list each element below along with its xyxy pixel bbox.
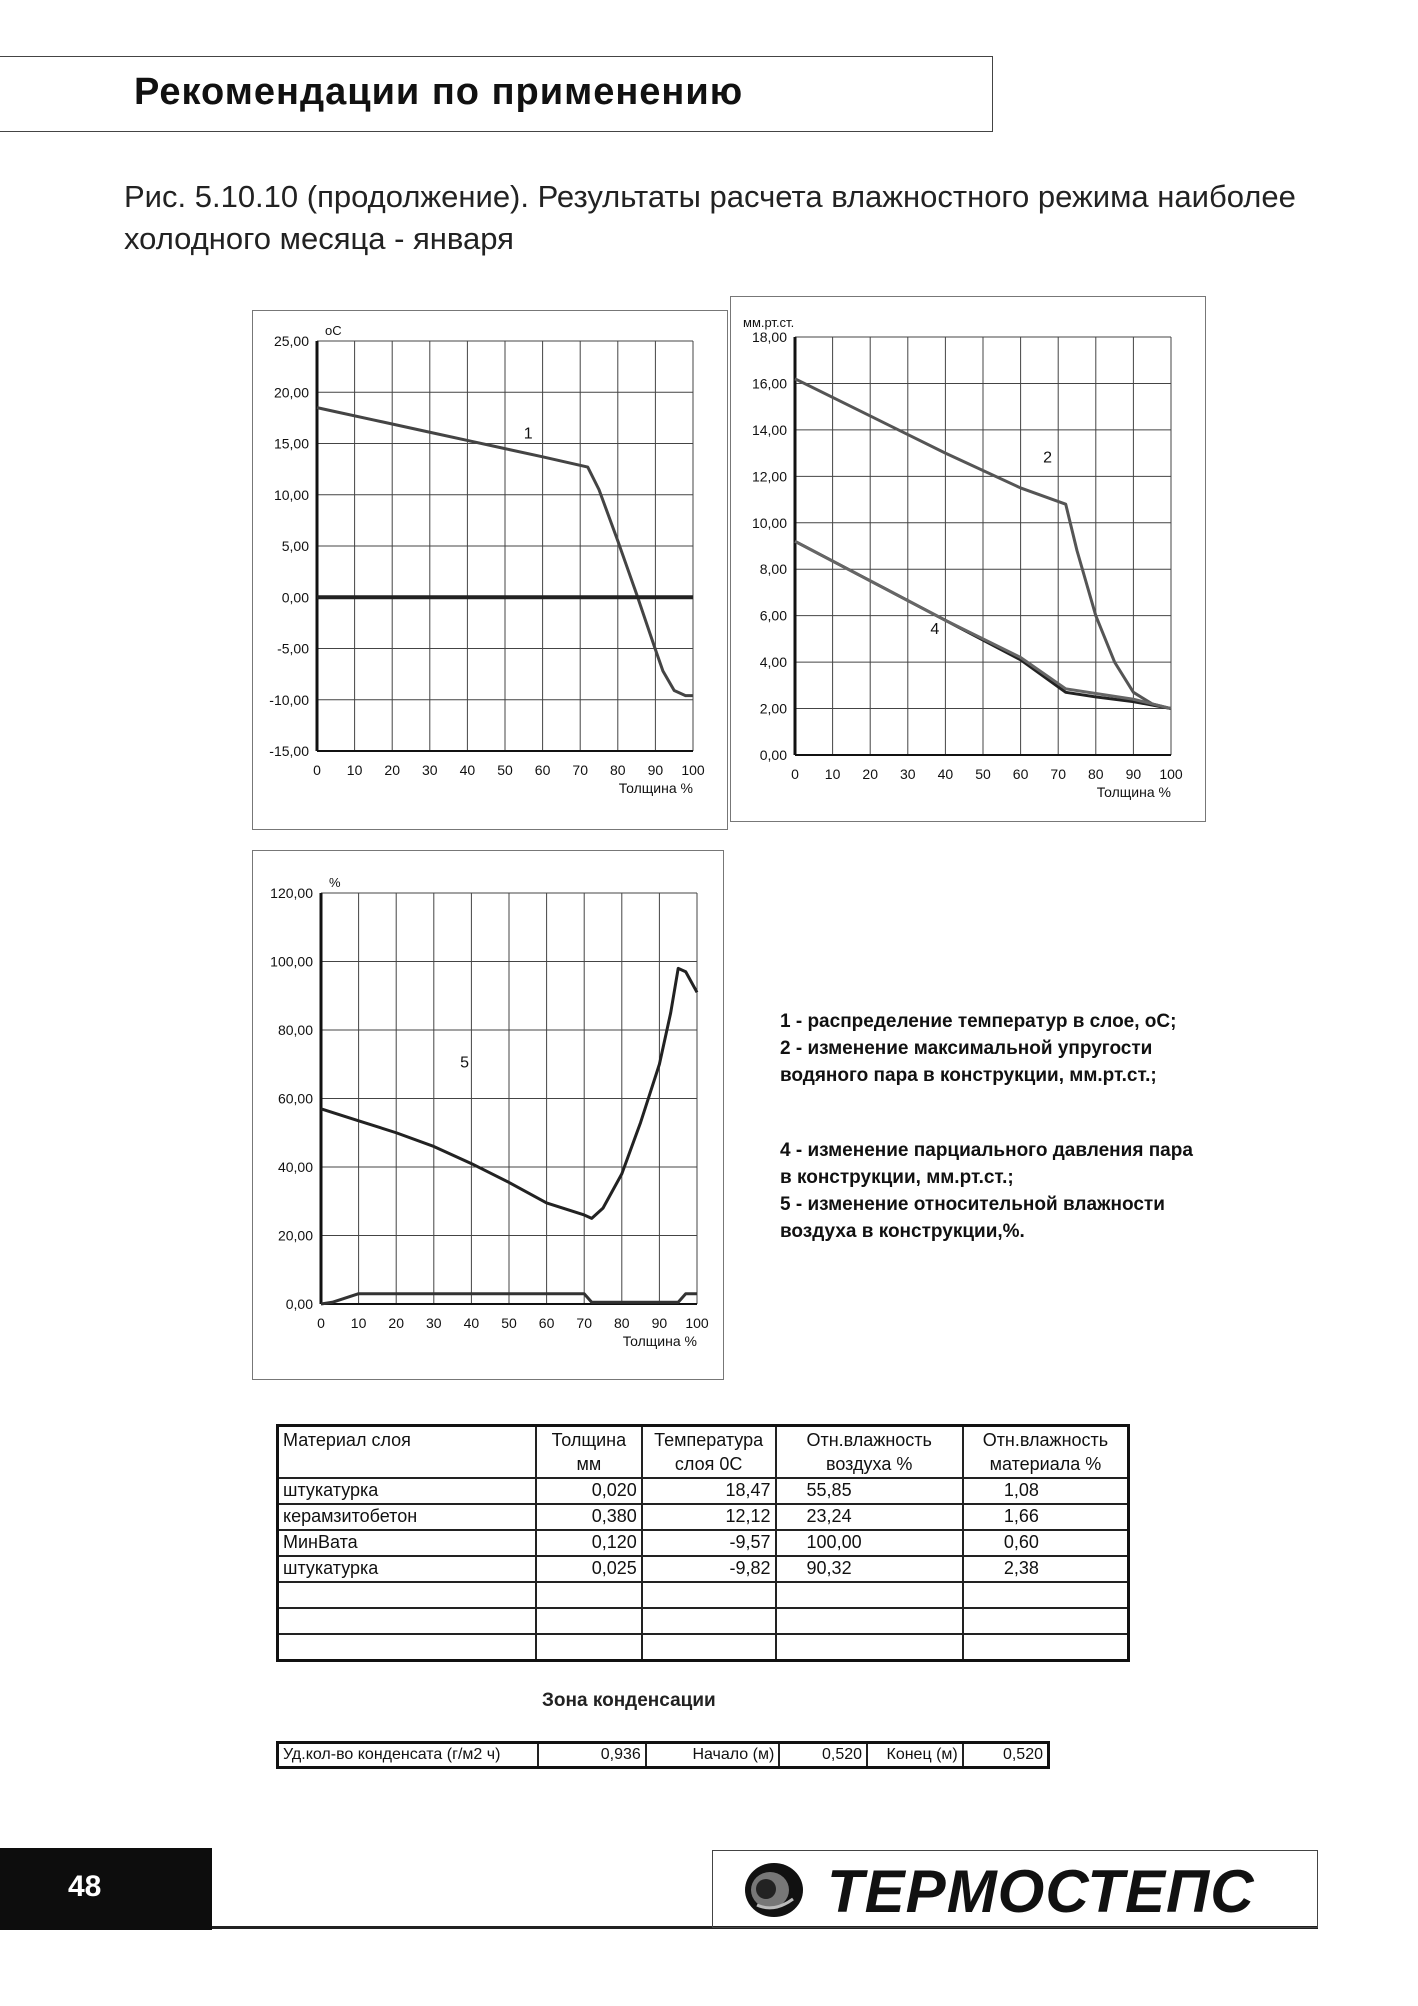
x-tick-label: 10 [346, 762, 363, 778]
y-tick-label: 5,00 [281, 538, 309, 554]
curve-annotation: 5 [460, 1054, 470, 1072]
y-tick-label: 10,00 [751, 514, 787, 531]
page-title: Рекомендации по применению [134, 71, 744, 113]
x-tick-label: 100 [681, 762, 705, 778]
y-tick-label: 0,00 [759, 747, 787, 763]
y-tick-label: 12,00 [751, 468, 787, 485]
legend-line-6: 5 - изменение относительной влажности [780, 1194, 1165, 1215]
x-tick-label: 90 [647, 762, 664, 778]
y-axis-unit-label: оС [325, 323, 342, 338]
cell-material-humidity: 0,60 [963, 1530, 1129, 1556]
y-tick-label: 0,00 [281, 589, 309, 606]
x-tick-label: 40 [463, 1315, 480, 1331]
x-tick-label: 100 [685, 1315, 709, 1331]
table-header-row [278, 1426, 1129, 1479]
header-temperature: Температура слоя 0С [642, 1426, 776, 1479]
table-row-empty [278, 1582, 1129, 1608]
condensation-end-label: Конец (м) [867, 1743, 963, 1768]
y-tick-label: 4,00 [759, 654, 787, 671]
header-box [0, 56, 993, 132]
y-tick-label: 25,00 [273, 333, 309, 349]
legend-line-7: воздуха в конструкции,%. [780, 1221, 1025, 1242]
brand-logo-icon [743, 1861, 805, 1919]
x-tick-label: 0 [791, 766, 799, 782]
y-tick-label: 60,00 [277, 1090, 313, 1107]
y-tick-label: 18,00 [751, 329, 787, 345]
condensation-end-value: 0,520 [963, 1743, 1049, 1768]
condensation-table [276, 1741, 1050, 1769]
y-tick-label: 0,00 [285, 1296, 313, 1312]
legend-line-2: 2 - изменение максимальной упругости [780, 1038, 1153, 1059]
condensation-row [278, 1743, 1049, 1768]
table-row [278, 1478, 1129, 1504]
condensation-zone-title: Зона конденсации [542, 1690, 716, 1711]
y-tick-label: -5,00 [277, 640, 309, 657]
cell-temperature: 12,12 [642, 1504, 776, 1530]
x-tick-label: 80 [614, 1315, 630, 1331]
y-tick-label: 6,00 [759, 607, 787, 624]
x-tick-label: 70 [1050, 766, 1066, 782]
y-axis-unit-label: % [329, 875, 341, 890]
legend-line-1: 1 - распределение температур в слое, оС; [780, 1011, 1177, 1032]
y-tick-label: 40,00 [277, 1159, 313, 1175]
cell-temperature: -9,57 [642, 1530, 776, 1556]
y-tick-label: 16,00 [751, 375, 787, 392]
x-tick-label: 20 [862, 766, 878, 782]
curve-annotation: 1 [523, 425, 533, 443]
cell-material-humidity: 1,08 [963, 1478, 1129, 1504]
y-tick-label: 100,00 [270, 953, 313, 970]
x-tick-label: 0 [317, 1315, 325, 1331]
cell-air-humidity: 90,32 [776, 1556, 963, 1582]
cell-material-humidity: 1,66 [963, 1504, 1129, 1530]
y-tick-label: 20,00 [273, 384, 309, 401]
x-tick-label: 80 [1088, 766, 1104, 782]
x-tick-label: 30 [422, 762, 438, 778]
header-air-humidity: Отн.влажность воздуха % [776, 1426, 963, 1479]
y-tick-label: 14,00 [751, 421, 787, 438]
x-tick-label: 70 [576, 1315, 592, 1331]
chart-legend [780, 1008, 1340, 1245]
y-tick-label: -10,00 [269, 691, 309, 708]
cell-material-humidity: 2,38 [963, 1556, 1129, 1582]
header-thickness: Толщина мм [536, 1426, 642, 1479]
x-tick-label: 30 [426, 1315, 442, 1331]
x-tick-label: 10 [824, 766, 841, 782]
cell-thickness: 0,120 [536, 1530, 642, 1556]
vapor-pressure-chart [730, 296, 1206, 822]
x-axis-label: Толщина % [622, 1333, 697, 1349]
legend-line-3: водяного пара в конструкции, мм.рт.ст.; [780, 1065, 1157, 1086]
x-axis-label: Толщина % [1096, 784, 1171, 800]
curve-annotation: 4 [930, 621, 940, 639]
cell-material: штукатурка [278, 1478, 537, 1504]
y-tick-label: 120,00 [270, 885, 313, 901]
layers-table [276, 1424, 1130, 1662]
x-tick-label: 50 [501, 1315, 517, 1331]
curve-annotation: 2 [1043, 449, 1053, 467]
page-number-block [0, 1848, 212, 1930]
cell-material: керамзитобетон [278, 1504, 537, 1530]
x-tick-label: 60 [1012, 766, 1029, 782]
cell-thickness: 0,020 [536, 1478, 642, 1504]
condensation-start-label: Начало (м) [646, 1743, 779, 1768]
cell-temperature: -9,82 [642, 1556, 776, 1582]
cell-material: МинВата [278, 1530, 537, 1556]
x-tick-label: 50 [975, 766, 991, 782]
y-tick-label: 2,00 [759, 700, 787, 717]
table-row [278, 1504, 1129, 1530]
y-axis-unit-label: мм.рт.ст. [743, 315, 795, 330]
y-tick-label: 10,00 [273, 486, 309, 503]
condensation-start-value: 0,520 [779, 1743, 867, 1768]
x-tick-label: 20 [388, 1315, 404, 1331]
x-axis-label: Толщина % [618, 780, 693, 796]
legend-line-4: 4 - изменение парциального давления пара [780, 1140, 1193, 1161]
x-tick-label: 60 [534, 762, 551, 778]
condensate-amount-label: Уд.кол-во конденсата (г/м2 ч) [278, 1743, 539, 1768]
cell-air-humidity: 23,24 [776, 1504, 963, 1530]
x-tick-label: 90 [651, 1315, 668, 1331]
table-row-empty [278, 1634, 1129, 1661]
cell-thickness: 0,380 [536, 1504, 642, 1530]
y-tick-label: -15,00 [269, 743, 309, 759]
x-tick-label: 100 [1159, 766, 1183, 782]
cell-thickness: 0,025 [536, 1556, 642, 1582]
x-tick-label: 10 [350, 1315, 367, 1331]
humidity-chart [252, 850, 724, 1380]
cell-temperature: 18,47 [642, 1478, 776, 1504]
cell-air-humidity: 100,00 [776, 1530, 963, 1556]
x-tick-label: 50 [497, 762, 513, 778]
cell-air-humidity: 55,85 [776, 1478, 963, 1504]
x-tick-label: 80 [610, 762, 626, 778]
y-tick-label: 80,00 [277, 1022, 313, 1038]
x-tick-label: 0 [313, 762, 321, 778]
header-material-humidity: Отн.влажность материала % [963, 1426, 1129, 1479]
y-tick-label: 20,00 [277, 1227, 313, 1244]
x-tick-label: 90 [1125, 766, 1142, 782]
x-tick-label: 70 [572, 762, 588, 778]
condensate-amount-value: 0,936 [538, 1743, 646, 1768]
x-tick-label: 40 [459, 762, 476, 778]
table-row [278, 1556, 1129, 1582]
brand-box [712, 1850, 1318, 1928]
header-material: Материал слоя [278, 1426, 537, 1479]
table-row-empty [278, 1608, 1129, 1634]
page-number: 48 [68, 1870, 102, 1903]
x-tick-label: 30 [900, 766, 916, 782]
figure-caption: Рис. 5.10.10 (продолжение). Результаты расчета влажностного режима наиболее холодного месяца - января [124, 179, 1296, 256]
x-tick-label: 60 [538, 1315, 555, 1331]
y-tick-label: 15,00 [273, 435, 309, 452]
x-tick-label: 40 [937, 766, 954, 782]
cell-material: штукатурка [278, 1556, 537, 1582]
legend-line-5: в конструкции, мм.рт.ст.; [780, 1167, 1014, 1188]
table-row [278, 1530, 1129, 1556]
x-tick-label: 20 [384, 762, 400, 778]
y-tick-label: 8,00 [759, 561, 787, 578]
brand-name: ТЕРМОСТЕПС [827, 1858, 1255, 1925]
temperature-chart [252, 310, 728, 830]
